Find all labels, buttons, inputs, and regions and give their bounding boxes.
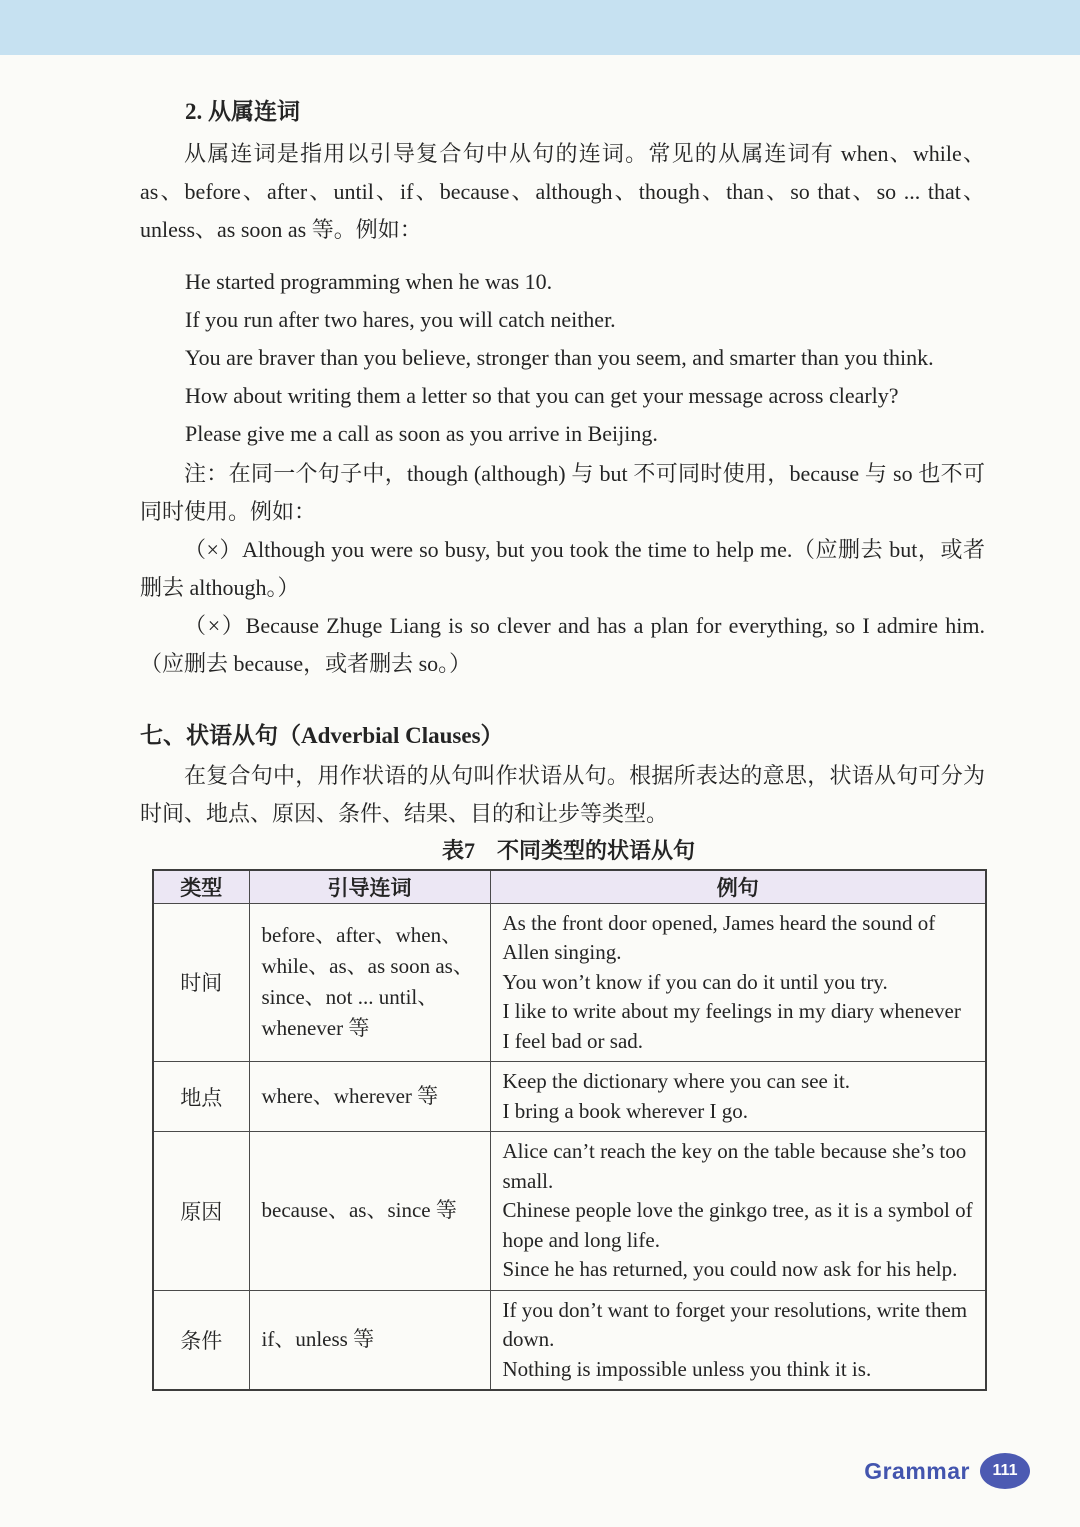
footer-section-label: Grammar: [864, 1457, 970, 1484]
page-footer: [864, 1453, 1030, 1489]
column-header-type: 类型: [153, 870, 249, 903]
wrong-example-list: [140, 531, 985, 683]
cell-conjunctions: because、as、since 等: [249, 1132, 490, 1291]
section-heading-adverbial: 七、状语从句（Adverbial Clauses）: [140, 723, 504, 748]
cell-example-sentences: [490, 1062, 986, 1132]
cell-conjunctions: before、after、when、while、as、as soon as、since、not ... until、whenever 等: [249, 903, 490, 1062]
cell-conjunctions: where、wherever 等: [249, 1062, 490, 1132]
adverbial-intro-paragraph: 在复合句中，用作状语的从句叫作状语从句。根据所表达的意思，状语从句可分为时间、地点、原因、条件、结果、目的和让步等类型。: [140, 763, 985, 826]
table-row: [153, 1132, 986, 1291]
adverbial-clauses-table: [152, 869, 987, 1391]
table-example-sentence: If you don’t want to forget your resolutions, write them down.: [502, 1297, 968, 1351]
cell-example-sentences: [490, 1132, 986, 1291]
cell-example-sentences: [490, 903, 986, 1062]
example-sentence: You are braver than you believe, stronger than you seem, and smarter than you think.: [185, 345, 934, 370]
table-example-sentence: Nothing is impossible unless you think it is.: [502, 1356, 872, 1381]
page-top-band: [0, 0, 1080, 55]
cell-conjunctions: if、unless 等: [249, 1290, 490, 1390]
table-example-sentence: I like to write about my feelings in my diary whenever I feel bad or sad.: [502, 999, 961, 1053]
table-title: 表7 不同类型的状语从句: [441, 838, 695, 863]
table-example-sentence: Alice can’t reach the key on the table because she’s too small.: [502, 1139, 967, 1193]
cell-clause-type: 地点: [153, 1062, 249, 1132]
conjunctions-note-paragraph: 注：在同一个句子中，though (although) 与 but 不可同时使用，because 与 so 也不可同时使用。例如：: [140, 461, 985, 524]
column-header-examples: 例句: [490, 870, 986, 903]
cell-clause-type: 原因: [153, 1132, 249, 1291]
wrong-example-paragraph: （×）Although you were so busy, but you took the time to help me.（应删去 but，或者删去 although。）: [140, 537, 985, 600]
table-example-sentence: I bring a book wherever I go.: [502, 1098, 748, 1123]
example-sentence: If you run after two hares, you will catch neither.: [185, 307, 616, 332]
cell-example-sentences: [490, 1290, 986, 1390]
example-sentence: Please give me a call as soon as you arrive in Beijing.: [185, 421, 658, 446]
page-content: [0, 97, 1080, 1391]
example-sentence: He started programming when he was 10.: [185, 269, 553, 294]
table-example-sentence: As the front door opened, James heard the sound of Allen singing.: [502, 910, 936, 964]
example-sentence: How about writing them a letter so that you can get your message across clearly?: [185, 383, 899, 408]
conjunctions-intro-paragraph: 从属连词是指用以引导复合句中从句的连词。常见的从属连词有 when、while、as、before、after、until、if、because、although、though、than、so that、so ... that、unless、as soon as 等。例如：: [140, 141, 985, 242]
section-heading-conjunctions: 2. 从属连词: [185, 99, 300, 124]
conjunction-example-list: [140, 263, 985, 453]
table-example-sentence: Chinese people love the ginkgo tree, as it is a symbol of hope and long life.: [502, 1198, 973, 1252]
cell-clause-type: 时间: [153, 903, 249, 1062]
cell-clause-type: 条件: [153, 1290, 249, 1390]
table-row: [153, 903, 986, 1062]
wrong-example-paragraph: （×）Because Zhuge Liang is so clever and has a plan for everything, so I admire him.（应删去 because，或者删去 so。）: [140, 613, 985, 676]
table-body: [153, 903, 986, 1390]
table-header-row: [153, 870, 986, 903]
table-row: [153, 1062, 986, 1132]
column-header-conjunctions: 引导连词: [249, 870, 490, 903]
table-example-sentence: You won’t know if you can do it until you try.: [502, 969, 888, 994]
table-row: [153, 1290, 986, 1390]
table-example-sentence: Since he has returned, you could now ask for his help.: [502, 1257, 958, 1281]
table-example-sentence: Keep the dictionary where you can see it.: [502, 1069, 851, 1093]
page-number-badge: 111: [980, 1453, 1030, 1489]
